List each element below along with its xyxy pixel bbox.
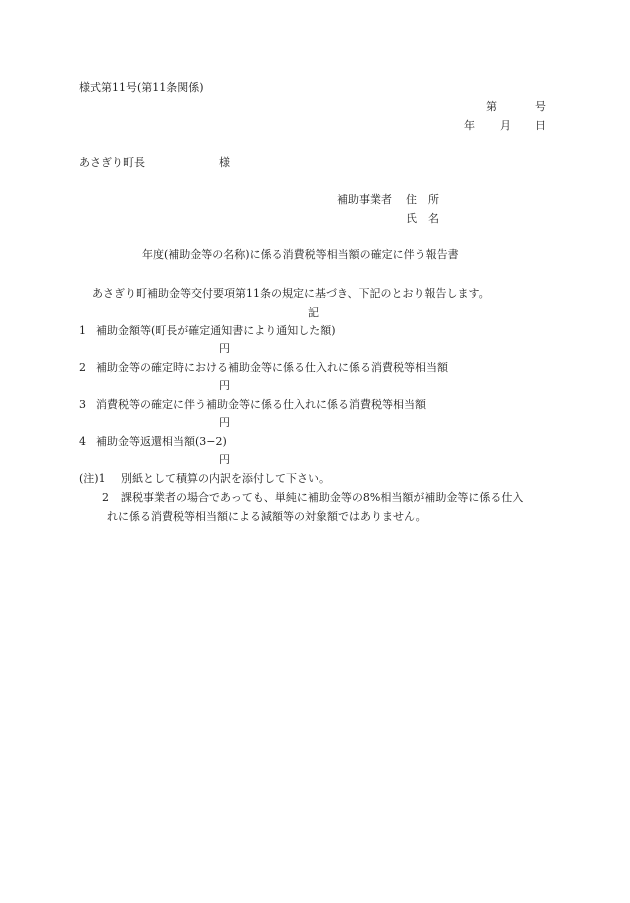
date-day: 日	[535, 119, 546, 132]
document-title: 年度(補助金等の名称)に係る消費税等相当額の確定に伴う報告書	[142, 248, 459, 261]
item-unit: 円	[219, 416, 230, 429]
date-month: 月	[500, 119, 511, 132]
date-year: 年	[464, 119, 475, 132]
item-number: 1	[79, 324, 86, 337]
note-2-number: 2	[102, 491, 109, 504]
note-1-text: 別紙として積算の内訳を添付して下さい。	[121, 472, 330, 485]
applicant-name-label: 氏 名	[406, 212, 439, 225]
addressee-name: あさぎり町長	[79, 156, 145, 169]
form-number: 様式第11号(第11条関係)	[79, 81, 204, 94]
item-unit: 円	[219, 379, 230, 392]
item-number: 2	[79, 361, 86, 374]
item-label: 補助金等の確定時における補助金等に係る仕入れに係る消費税等相当額	[96, 361, 448, 374]
applicant-role: 補助事業者	[337, 193, 392, 206]
ki-heading: 記	[308, 306, 319, 319]
item-label: 補助金額等(町長が確定通知書により通知した額)	[96, 324, 336, 337]
note-2-text-line1: 課税事業者の場合であっても、単純に補助金等の8%相当額が補助金等に係る仕入	[121, 491, 524, 504]
notes-heading: (注)1	[79, 472, 106, 485]
addressee-honorific: 様	[219, 156, 230, 169]
item-label: 補助金等返還相当額(3−2)	[96, 435, 227, 448]
doc-number-go: 号	[535, 100, 546, 113]
item-number: 3	[79, 398, 86, 411]
item-unit: 円	[219, 342, 230, 355]
item-unit: 円	[219, 453, 230, 466]
note-2-text-line2: れに係る消費税等相当額による減額等の対象額ではありません。	[107, 510, 427, 523]
intro-text: あさぎり町補助金等交付要項第11条の規定に基づき、下記のとおり報告します。	[92, 287, 490, 300]
doc-number-dai: 第	[486, 100, 497, 113]
applicant-address-label: 住 所	[406, 193, 439, 206]
item-label: 消費税等の確定に伴う補助金等に係る仕入れに係る消費税等相当額	[96, 398, 426, 411]
item-number: 4	[79, 435, 86, 448]
